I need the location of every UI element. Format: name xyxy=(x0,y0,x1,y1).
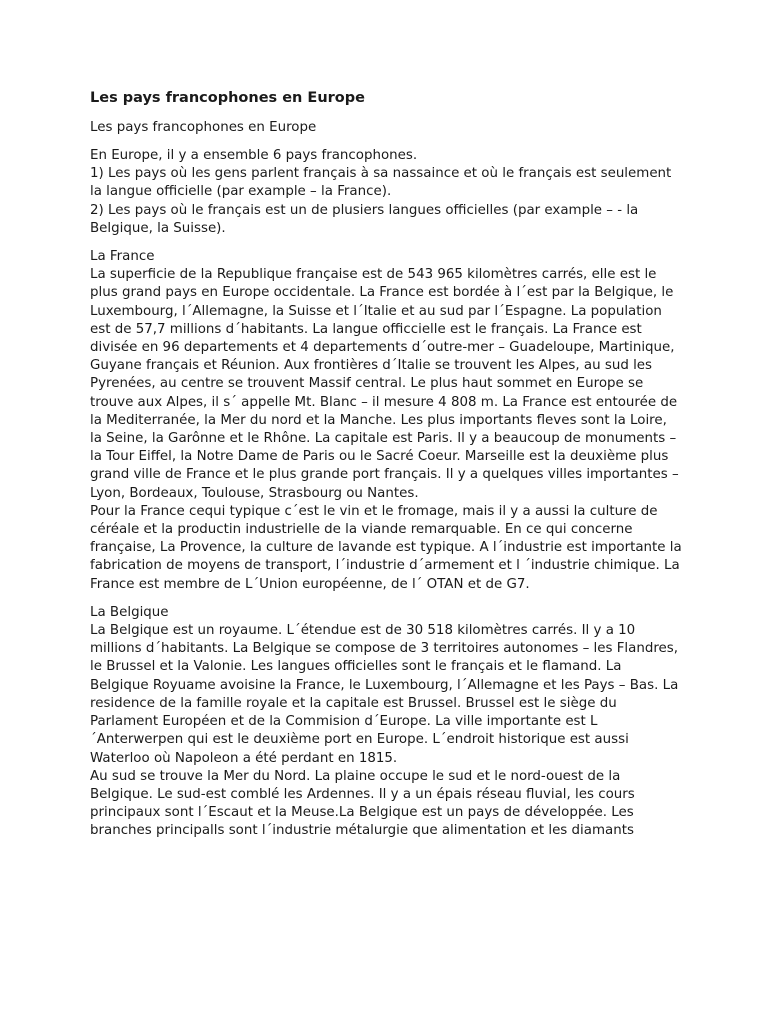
section-france xyxy=(90,248,682,594)
belgique-paragraph-2: Au sud se trouve la Mer du Nord. La plaine occupe le sud et le nord-ouest de la Belgique. Le sud-est comblé les Ardennes. Il y a un épais réseau fluvial, les cours principaux sont l´Escaut et la Meuse.La Belgique est un pays de développée. Les branches principalls sont l´industrie métalurgie que alimentation et les diamants xyxy=(90,768,635,839)
intro-paragraph: En Europe, il y a ensemble 6 pays francophones. 1) Les pays où les gens parlent français à sa nassaince et où le français est seulement la langue officielle (par example – la France). 2) Les pays où le français est un de plusiers langues officielles (par example – - la Belgique, la Suisse). xyxy=(90,148,672,236)
section-heading-belgique: La Belgique xyxy=(90,604,169,620)
document-subtitle: Les pays francophones en Europe xyxy=(90,120,317,135)
france-paragraph-2: Pour la France cequi typique c´est le vin et le fromage, mais il y a aussi la culture de céréale et la productin industrielle de la viande remarquable. En ce qui concerne française, La Provence, la culture de lavande est typique. A l´industrie est importante la fabrication de moyens de transport, l´industrie d´armement et l ´industrie chimique. La France est membre de L´Union européenne, de l´ OTAN et de G7. xyxy=(90,503,682,592)
section-spacer xyxy=(90,238,682,248)
belgique-paragraph-1: La Belgique est un royaume. L´étendue est de 30 518 kilomètres carrés. Il y a 10 millions d´habitants. La Belgique se compose de 3 territoires autonomes – les Flandres, le Brussel et la Valonie. Les langues officielles sont le français et le flamand. La Belgique Royuame avoisine la France, le Luxembourg, l´Allemagne et les Pays – Bas. La residence de la famille royale et la capitale est Brussel. Brussel est le siège du Parlament Européen et de la Commision d´Europe. La ville importante est L´Anterwerpen qui est le deuxième port en Europe. L´endroit historique est aussi Waterloo où Napoleon a été perdant en 1815. xyxy=(90,623,679,766)
section-belgique xyxy=(90,604,682,841)
document-title: Les pays francophones en Europe xyxy=(90,90,365,106)
document-page xyxy=(90,88,682,841)
section-heading-france: La France xyxy=(90,249,155,265)
france-paragraph-1: La superficie de la Republique française est de 543 965 kilomètres carrés, elle est le plus grand pays en Europe occidentale. La France est bordée à l´est par la Belgique, le Luxembourg, l´Allemagne, la Suisse et l´Italie et au sud par l´Espagne. La population est de 57,7 millions d´habitants. La langue officcielle est le français. La France est divisée en 96 departements et 4 departements d´outre-mer – Guadeloupe, Martinique, Guyane français et Réunion. Aux frontières d´Italie se trouvent les Alpes, au sud les Pyrenées, au centre se trouvent Massif central. Le plus haut sommet en Europe se trouve aux Alpes, il s´ appelle Mt. Blanc – il mesure 4 808 m. La France est entourée de la Mediterranée, la Mer du nord et la Manche. Les plus importants fleves sont la Loire, la Seine, la Garônne et le Rhône. La capitale est Paris. Il y a beaucoup de monuments – la Tour Eiffel, la Notre Dame de Paris ou le Sacré Coeur. Marseille est la deuxième plus grand ville de France et le plus grande port français. Il y a quelques villes importantes – Lyon, Bordeaux, Toulouse, Strasbourg ou Nantes. xyxy=(90,267,679,501)
section-spacer xyxy=(90,594,682,604)
